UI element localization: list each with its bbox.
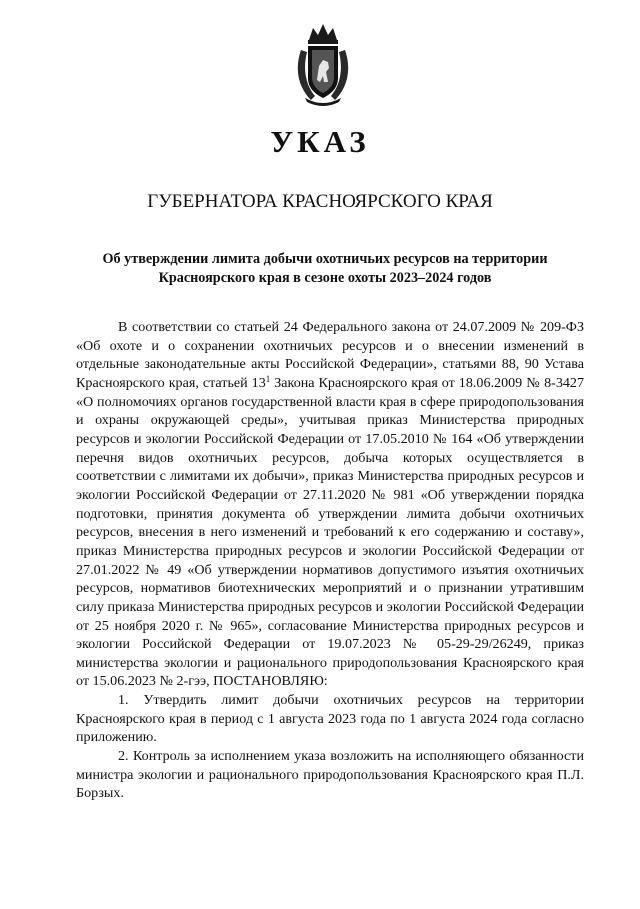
decree-item-2: 2. Контроль за исполнением указа возложить на исполняющего обязанности министра экологии и рационального природопользования Красноярского края П.Л. Борзых. (76, 748, 584, 802)
decree-item-1: 1. Утвердить лимит добычи охотничьих ресурсов на территории Красноярского края в период с 1 августа 2023 года по 1 августа 2024 года согласно приложению. (76, 692, 584, 746)
preamble-text-part1: В соответствии со статьей 24 Федерального закона от 24.07.2009 № 209-ФЗ «Об охоте и о сохранении охотничьих ресурсов и о внесении изменений в отдельные законодательные акты Российской Федерации», статьями 88, 90 Устава Красноярского края, статьей 13 (76, 319, 584, 391)
coat-of-arms-emblem (293, 22, 353, 106)
document-subtitle: ГУБЕРНАТОРА КРАСНОЯРСКОГО КРАЯ (147, 191, 493, 212)
document-heading: Об утверждении лимита добычи охотничьих ресурсов на территории Красноярского края в сезоне охоты 2023–2024 годов (102, 251, 548, 286)
document-title: УКАЗ (270, 124, 370, 159)
preamble-superscript: 1 (265, 373, 271, 384)
preamble-paragraph (76, 318, 584, 691)
document-body (76, 318, 584, 803)
preamble-text-part2: Закона Красноярского края от 18.06.2009 № 8-3427 «О полномочиях органов государственной власти края в сфере природопользования и охраны окружающей среды», учитывая приказ Министерства природных ресурсов и экологии Российской Федерации от 17.05.2010 № 164 «Об утверждении перечня видов охотничьих ресурсов, добыча которых осуществляется в соответствии с лимитами их добычи», приказ Министерства природных ресурсов и экологии Российской Федерации от 27.11.2020 № 981 «Об утверждении порядка подготовки, принятия документа об утверждении лимита добычи охотничьих ресурсов, внесения в него изменений и требований к его содержанию и составу», приказ Министерства природных ресурсов и экологии Российской Федерации от 27.01.2022 № 49 «Об утверждении нормативов допустимого изъятия охотничьих ресурсов, нормативов биотехнических мероприятий и о признании утратившим силу приказа Министерства природных ресурсов и экологии Российской Федерации от 25 ноября 2020 г. № 965», согласование Министерства природных ресурсов и экологии Российской Федерации от 19.07.2023 № 05-29-29/26249, приказ министерства экологии и рационального природопользования Красноярского края от 15.06.2023 № 2-гээ, ПОСТАНОВЛЯЮ: (76, 374, 585, 690)
